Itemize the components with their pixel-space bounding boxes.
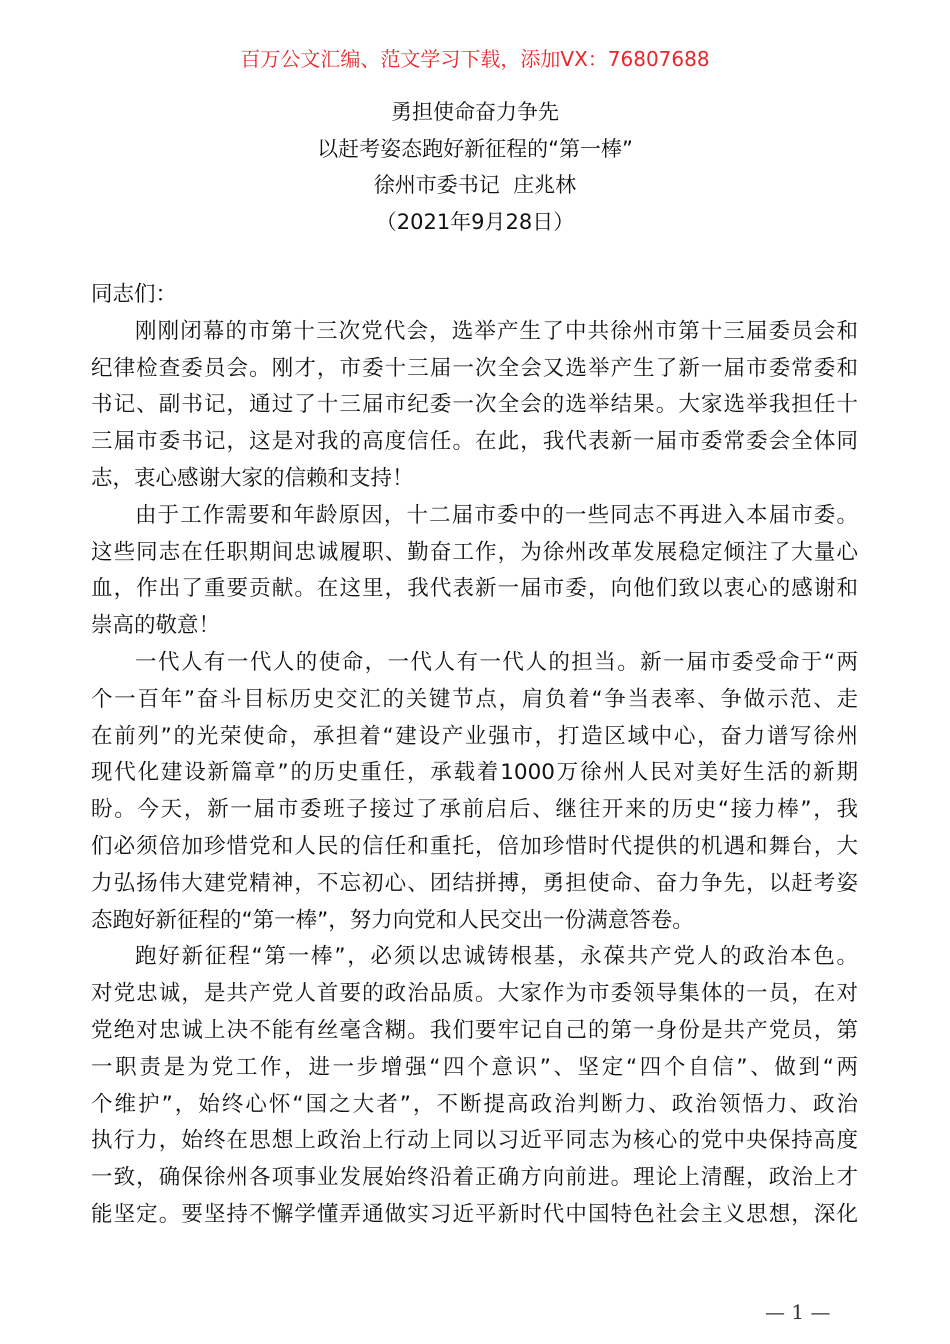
document-author: 徐州市委书记 庄兆林 [373,173,577,197]
document-header [0,94,950,240]
text-line: 现代化建设新篇章”的历史重任，承载着1000万徐州人民对美好生活的新期 [91,760,858,786]
watermark-banner: 百万公文汇编、范文学习下载，添加VX：76807688 [240,47,710,71]
text-line: 党绝对忠诚上决不能有丝毫含糊。我们要牢记自己的第一身份是共产党员，第 [91,1017,858,1043]
text-line: 同志们： [91,282,178,307]
text-line: 个维护”，始终心怀“国之大者”，不断提高政治判断力、政治领悟力、政治 [91,1091,858,1117]
text-line: 态跑好新征程的“第一棒”，努力向党和人民交出一份满意答卷。 [91,907,694,933]
text-line: 力弘扬伟大建党精神，不忘初心、团结拼搏，勇担使命、奋力争先，以赶考姿 [91,870,858,896]
text-line: 志，衷心感谢大家的信赖和支持！ [91,465,414,491]
text-line: 崇高的敬意！ [91,613,221,639]
text-line: 一致，确保徐州各项事业发展始终沿着正确方向前进。理论上清醒，政治上才 [91,1165,858,1191]
text-line: 一职责是为党工作，进一步增强“四个意识”、坚定“四个自信”、做到“两 [91,1054,858,1080]
document-subtitle: 以赶考姿态跑好新征程的“第一棒” [317,136,633,161]
text-line: 血，作出了重要贡献。在这里，我代表新一届市委，向他们致以衷心的感谢和 [91,576,858,602]
text-line: 们必须倍加珍惜党和人民的信任和重托，倍加珍惜时代提供的机遇和舞台，大 [91,833,858,859]
text-line: 三届市委书记，这是对我的高度信任。在此，我代表新一届市委常委会全体同 [91,429,858,455]
document-date: （2021年9月28日） [375,209,575,234]
text-line: 执行力，始终在思想上政治上行动上同以习近平同志为核心的党中央保持高度 [91,1128,858,1154]
text-line: 刚刚闭幕的市第十三次党代会，选举产生了中共徐州市第十三届委员会和 [135,318,858,344]
document-title: 勇担使命奋力争先 [391,100,559,124]
text-line: 对党忠诚，是共产党人首要的政治品质。大家作为市委领导集体的一员，在对 [91,981,858,1007]
text-line: 纪律检查委员会。刚才，市委十三届一次全会又选举产生了新一届市委常委和 [91,355,858,381]
page-number: — 1 — [765,1300,831,1324]
text-line: 由于工作需要和年龄原因，十二届市委中的一些同志不再进入本届市委。 [135,502,858,528]
text-line: 这些同志在任职期间忠诚履职、勤奋工作，为徐州改革发展稳定倾注了大量心 [91,539,858,565]
text-line: 在前列”的光荣使命，承担着“建设产业强市，打造区域中心，奋力谱写徐州 [91,723,858,749]
text-line: 一代人有一代人的使命，一代人有一代人的担当。新一届市委受命于“两 [135,649,858,675]
text-line: 书记、副书记，通过了十三届市纪委一次全会的选举结果。大家选举我担任十 [91,392,858,418]
text-line: 能坚定。要坚持不懈学懂弄通做实习近平新时代中国特色社会主义思想，深化 [91,1201,858,1227]
text-line: 盼。今天，新一届市委班子接过了承前启后、继往开来的历史“接力棒”，我 [91,797,858,823]
document-body [91,277,858,1234]
text-line: 个一百年”奋斗目标历史交汇的关键节点，肩负着“争当表率、争做示范、走 [91,686,858,712]
text-line: 跑好新征程“第一棒”，必须以忠诚铸根基，永葆共产党人的政治本色。 [135,944,858,970]
